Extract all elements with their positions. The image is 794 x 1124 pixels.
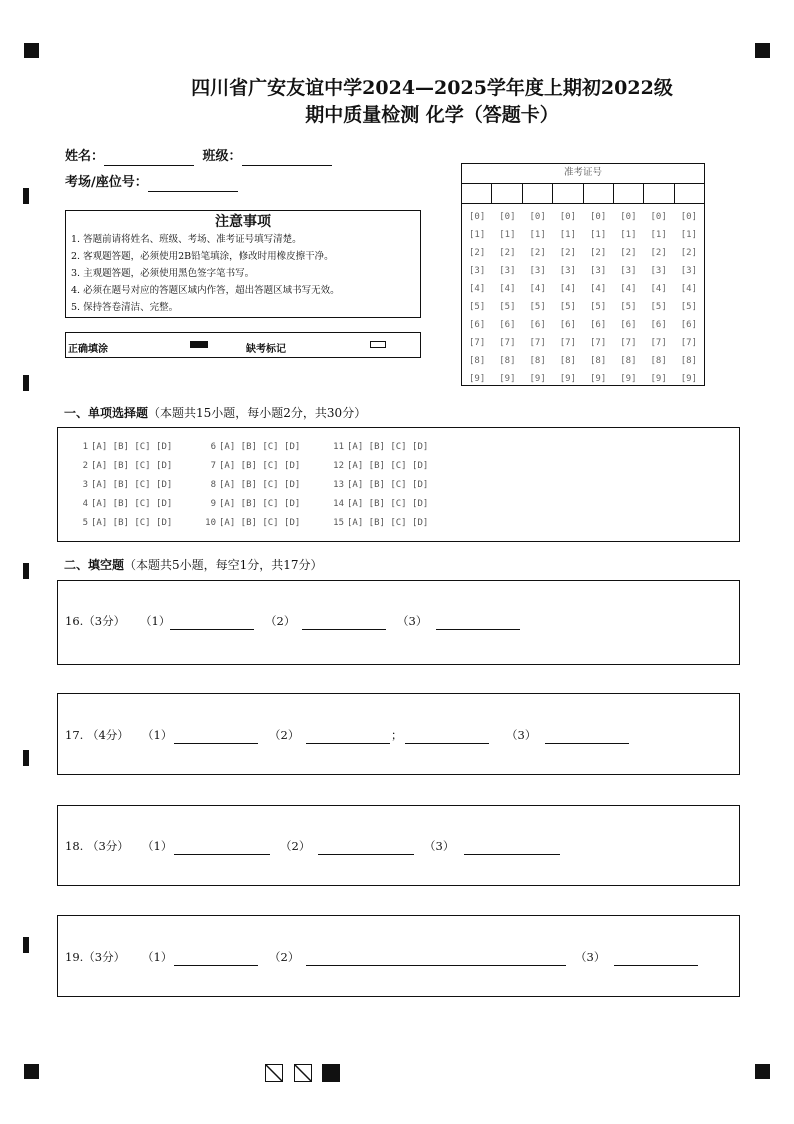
section1-title: 一、单项选择题 (64, 406, 149, 420)
exam-digit-bubble[interactable]: [2] (529, 248, 546, 258)
q19-blank-1[interactable] (174, 964, 258, 966)
exam-digit-input[interactable] (644, 184, 674, 203)
exam-digit-bubble[interactable]: [9] (650, 374, 667, 384)
q19-label: 19.（3分） (65, 950, 126, 964)
exam-number-title: 准考证号 (462, 164, 704, 184)
exam-digit-bubble[interactable]: [4] (559, 284, 576, 294)
mc-row (72, 514, 456, 533)
mc-option-bubbles[interactable]: [A] [B] [C] [D] (347, 518, 429, 528)
mc-question (200, 514, 328, 533)
section1-heading (64, 405, 366, 421)
exam-digit-bubble[interactable]: [4] (499, 284, 516, 294)
q18-blank-1[interactable] (174, 853, 270, 855)
mc-question (72, 495, 200, 514)
mc-option-bubbles[interactable]: [A] [B] [C] [D] (347, 499, 429, 509)
corner-mark-bottom-right (755, 1064, 770, 1079)
exam-digit-bubble[interactable]: [1] (650, 230, 667, 240)
exam-digit-bubble[interactable]: [5] (620, 302, 637, 312)
exam-digit-bubble[interactable]: [3] (529, 266, 546, 276)
exam-digit-column (613, 208, 643, 388)
exam-digit-bubble[interactable]: [2] (680, 248, 697, 258)
fill-legend (65, 332, 421, 358)
mc-option-bubbles[interactable]: [A] [B] [C] [D] (91, 499, 173, 509)
exam-digit-bubble[interactable]: [2] (620, 248, 637, 258)
exam-digit-bubble[interactable]: [3] (620, 266, 637, 276)
exam-digit-bubble[interactable]: [4] (468, 284, 486, 294)
q19-box (57, 915, 740, 997)
q17-part3-label: （3） (506, 728, 537, 742)
mc-question-number: 15 (333, 518, 344, 528)
q17-box (57, 693, 740, 775)
q19-blank-3[interactable] (614, 964, 698, 966)
exam-digit-bubble[interactable]: [6] (499, 320, 516, 330)
side-mark (23, 750, 29, 766)
exam-digit-bubble[interactable]: [1] (529, 230, 546, 240)
exam-digit-bubble[interactable]: [2] (589, 248, 607, 258)
mc-option-bubbles[interactable]: [A] [B] [C] [D] (91, 442, 173, 452)
q17-blank-3[interactable] (545, 742, 629, 744)
mc-question-number: 3 (82, 480, 88, 490)
exam-digit-bubble[interactable]: [1] (468, 230, 486, 240)
exam-digit-bubble[interactable]: [5] (529, 302, 546, 312)
exam-digit-bubble[interactable]: [8] (680, 356, 697, 366)
mc-question-number: 7 (210, 461, 216, 471)
mc-question (72, 476, 200, 495)
mc-question-number: 8 (210, 480, 216, 490)
corner-mark-top-right (755, 43, 770, 58)
exam-digit-bubble[interactable]: [0] (499, 212, 516, 222)
exam-digit-bubble[interactable]: [2] (650, 248, 667, 258)
exam-digit-bubble[interactable]: [0] (559, 212, 576, 222)
exam-digit-column (492, 208, 522, 388)
q19-part1-label: （1） (142, 950, 173, 964)
exam-digit-bubble[interactable]: [6] (468, 320, 486, 330)
exam-digit-bubble[interactable]: [1] (620, 230, 637, 240)
exam-digit-bubble[interactable]: [4] (620, 284, 637, 294)
mc-option-bubbles[interactable]: [A] [B] [C] [D] (91, 461, 173, 471)
mc-row (72, 495, 456, 514)
q17-part1-label: （1） (142, 728, 173, 742)
exam-digit-bubble[interactable]: [7] (529, 338, 546, 348)
q18-part2-label: （2） (280, 839, 311, 853)
exam-digit-bubble[interactable]: [0] (468, 212, 486, 222)
exam-digit-input[interactable] (492, 184, 522, 203)
exam-digit-input[interactable] (553, 184, 583, 203)
mc-question (200, 495, 328, 514)
exam-digit-bubble[interactable]: [6] (559, 320, 576, 330)
q16-box (57, 580, 740, 665)
exam-digit-bubble[interactable]: [6] (589, 320, 607, 330)
notice-item: 5. 保持答卷清洁、完整。 (71, 302, 179, 313)
mc-option-bubbles[interactable]: [A] [B] [C] [D] (219, 442, 301, 452)
q17-label: 17. （4分） (65, 728, 129, 742)
q18-label: 18. （3分） (65, 839, 129, 853)
exam-digit-column (674, 208, 704, 388)
exam-digit-bubble[interactable]: [4] (680, 284, 697, 294)
q18-part1-label: （1） (142, 839, 173, 853)
exam-digit-bubble[interactable]: [3] (468, 266, 486, 276)
page-title: 四川省广安友谊中学2024—2025学年度上期初2022级 (191, 77, 673, 99)
seat-field[interactable] (148, 177, 238, 192)
notice-item: 4. 必须在题号对应的答题区域内作答，超出答题区域书写无效。 (71, 285, 340, 296)
mc-question-number: 9 (210, 499, 216, 509)
mc-question (328, 476, 456, 495)
q18-box (57, 805, 740, 886)
mc-row (72, 457, 456, 476)
exam-digit-bubble[interactable]: [0] (650, 212, 667, 222)
exam-digit-bubble[interactable]: [7] (468, 338, 486, 348)
mc-question (328, 457, 456, 476)
exam-digit-bubble[interactable]: [3] (499, 266, 516, 276)
mc-option-bubbles[interactable]: [A] [B] [C] [D] (347, 442, 429, 452)
exam-digit-column (462, 208, 492, 388)
mc-grid (72, 438, 456, 533)
exam-digit-bubble[interactable]: [7] (589, 338, 607, 348)
exam-digit-bubble[interactable]: [8] (559, 356, 576, 366)
notice-item: 3. 主观题答题，必须使用黑色签字笔书写。 (71, 268, 255, 279)
exam-digit-bubble[interactable]: [1] (559, 230, 576, 240)
mc-question (328, 438, 456, 457)
exam-digit-bubble[interactable]: [0] (680, 212, 697, 222)
exam-digit-bubble[interactable]: [2] (499, 248, 516, 258)
q17-blank-2a[interactable] (306, 742, 390, 744)
exam-digit-bubble[interactable]: [2] (559, 248, 576, 258)
slash-icon (295, 1065, 312, 1082)
exam-digit-bubble[interactable]: [6] (529, 320, 546, 330)
mc-option-bubbles[interactable]: [A] [B] [C] [D] (347, 480, 429, 490)
q16-label: 16.（3分） (65, 614, 126, 628)
mc-option-bubbles[interactable]: [A] [B] [C] [D] (219, 480, 301, 490)
class-field[interactable] (242, 151, 332, 166)
exam-digit-bubble[interactable]: [9] (499, 374, 516, 384)
exam-digit-bubble[interactable]: [6] (650, 320, 667, 330)
q19-part3-label: （3） (575, 950, 606, 964)
exam-digit-bubble[interactable]: [6] (620, 320, 637, 330)
mc-question-number: 10 (205, 518, 216, 528)
exam-digit-bubble[interactable]: [7] (559, 338, 576, 348)
notice-item: 2. 客观题答题，必须使用2B铅笔填涂，修改时用橡皮擦干净。 (71, 251, 334, 262)
exam-digit-bubble[interactable]: [8] (468, 356, 486, 366)
mc-question (328, 495, 456, 514)
exam-digit-bubble[interactable]: [7] (650, 338, 667, 348)
mc-option-bubbles[interactable]: [A] [B] [C] [D] (219, 461, 301, 471)
correct-fill-swatch (190, 341, 208, 348)
q17-blank-2b[interactable] (405, 742, 489, 744)
exam-digit-bubble[interactable]: [5] (589, 302, 607, 312)
exam-number-input-row (462, 184, 704, 204)
q18-blank-3[interactable] (464, 853, 560, 855)
q17-part2-label: （2） (269, 728, 300, 742)
q19-part2-label: （2） (269, 950, 300, 964)
mc-question (200, 476, 328, 495)
exam-digit-bubble[interactable]: [6] (680, 320, 697, 330)
mc-question (328, 514, 456, 533)
exam-digit-bubble[interactable]: [0] (529, 212, 546, 222)
page-marker-crossed (294, 1064, 312, 1082)
exam-digit-bubble[interactable]: [9] (680, 374, 697, 384)
q16-blank-3[interactable] (436, 628, 520, 630)
exam-number-grid (461, 163, 705, 386)
q17-blank-1[interactable] (174, 742, 258, 744)
exam-digit-bubble[interactable]: [7] (499, 338, 516, 348)
q16-blank-1[interactable] (170, 628, 254, 630)
corner-mark-bottom-left (24, 1064, 39, 1079)
q16-part2-label: （2） (265, 614, 296, 628)
mc-question-number: 12 (333, 461, 344, 471)
exam-digit-input[interactable] (462, 184, 492, 203)
exam-digit-input[interactable] (614, 184, 644, 203)
exam-digit-bubble[interactable]: [1] (499, 230, 516, 240)
exam-digit-bubble[interactable]: [5] (499, 302, 516, 312)
absent-mark-label: 缺考标记 (246, 344, 286, 355)
name-class-row (65, 148, 332, 166)
exam-digit-bubble[interactable]: [5] (650, 302, 667, 312)
class-label: 班级： (202, 149, 242, 164)
q18-blank-2[interactable] (318, 853, 414, 855)
exam-digit-input[interactable] (584, 184, 614, 203)
exam-digit-bubble[interactable]: [5] (468, 302, 486, 312)
q17-separator: ； (391, 728, 403, 742)
exam-digit-bubble[interactable]: [9] (559, 374, 576, 384)
q16-blank-2[interactable] (302, 628, 386, 630)
exam-digit-bubble[interactable]: [1] (589, 230, 607, 240)
mc-question (200, 457, 328, 476)
exam-digit-input[interactable] (523, 184, 553, 203)
exam-digit-column (644, 208, 674, 388)
mc-question (72, 438, 200, 457)
exam-bubble-columns (462, 204, 704, 388)
exam-digit-bubble[interactable]: [8] (650, 356, 667, 366)
correct-fill-label: 正确填涂 (68, 344, 108, 355)
exam-digit-column (583, 208, 613, 388)
side-mark (23, 937, 29, 953)
mc-question-number: 11 (333, 442, 344, 452)
slash-icon (266, 1065, 283, 1082)
exam-digit-bubble[interactable]: [3] (559, 266, 576, 276)
exam-digit-column (523, 208, 553, 388)
mc-question-number: 14 (333, 499, 344, 509)
absent-mark-checkbox[interactable] (370, 341, 386, 348)
exam-digit-bubble[interactable]: [8] (499, 356, 516, 366)
mc-question (72, 457, 200, 476)
side-mark (23, 188, 29, 204)
exam-digit-bubble[interactable]: [3] (589, 266, 607, 276)
exam-digit-bubble[interactable]: [3] (650, 266, 667, 276)
mc-answer-box (57, 427, 740, 542)
exam-digit-bubble[interactable]: [9] (589, 374, 607, 384)
exam-digit-bubble[interactable]: [9] (468, 374, 486, 384)
mc-row (72, 438, 456, 457)
mc-question-number: 13 (333, 480, 344, 490)
q16-part1-label: （1） (140, 614, 171, 628)
name-label: 姓名： (65, 149, 105, 164)
mc-question-number: 4 (82, 499, 88, 509)
page-marker-filled (322, 1064, 340, 1082)
notice-item: 1. 答题前请将姓名、班级、考场、准考证号填写清楚。 (71, 234, 302, 245)
exam-digit-bubble[interactable]: [4] (589, 284, 607, 294)
exam-digit-bubble[interactable]: [0] (620, 212, 637, 222)
exam-digit-bubble[interactable]: [8] (589, 356, 607, 366)
mc-question-number: 6 (210, 442, 216, 452)
exam-digit-column (553, 208, 583, 388)
mc-option-bubbles[interactable]: [A] [B] [C] [D] (91, 518, 173, 528)
section2-note: （本题共5小题，每空1分，共17分） (124, 558, 323, 572)
name-field[interactable] (104, 151, 194, 166)
exam-digit-bubble[interactable]: [4] (650, 284, 667, 294)
exam-digit-bubble[interactable]: [3] (680, 266, 697, 276)
exam-digit-bubble[interactable]: [8] (529, 356, 546, 366)
section1-note: （本题共15小题，每小题2分，共30分） (148, 406, 367, 420)
exam-digit-bubble[interactable]: [7] (680, 338, 697, 348)
exam-digit-bubble[interactable]: [0] (589, 212, 607, 222)
notice-box (65, 210, 421, 318)
side-mark (23, 563, 29, 579)
mc-option-bubbles[interactable]: [A] [B] [C] [D] (347, 461, 429, 471)
exam-digit-bubble[interactable]: [4] (529, 284, 546, 294)
q19-blank-2[interactable] (306, 964, 566, 966)
page-marker-crossed (265, 1064, 283, 1082)
exam-digit-input[interactable] (675, 184, 704, 203)
mc-question-number: 5 (82, 518, 88, 528)
mc-question (72, 514, 200, 533)
q18-part3-label: （3） (424, 839, 455, 853)
corner-mark-top-left (24, 43, 39, 58)
mc-question-number: 1 (82, 442, 88, 452)
section2-heading (64, 557, 323, 573)
exam-digit-bubble[interactable]: [1] (680, 230, 697, 240)
exam-digit-bubble[interactable]: [7] (620, 338, 637, 348)
notice-title: 注意事项 (215, 214, 271, 230)
mc-row (72, 476, 456, 495)
exam-digit-bubble[interactable]: [9] (529, 374, 546, 384)
side-mark (23, 375, 29, 391)
section2-title: 二、填空题 (64, 558, 125, 572)
exam-digit-bubble[interactable]: [5] (680, 302, 697, 312)
exam-digit-bubble[interactable]: [9] (620, 374, 637, 384)
mc-option-bubbles[interactable]: [A] [B] [C] [D] (219, 518, 301, 528)
mc-option-bubbles[interactable]: [A] [B] [C] [D] (91, 480, 173, 490)
page-subtitle: 期中质量检测 化学（答题卡） (305, 104, 559, 126)
mc-question-number: 2 (82, 461, 88, 471)
seat-label: 考场/座位号： (65, 175, 148, 190)
exam-digit-bubble[interactable]: [5] (559, 302, 576, 312)
exam-digit-bubble[interactable]: [8] (620, 356, 637, 366)
exam-digit-bubble[interactable]: [2] (468, 248, 486, 258)
seat-row (65, 174, 238, 192)
q16-part3-label: （3） (397, 614, 428, 628)
mc-question (200, 438, 328, 457)
mc-option-bubbles[interactable]: [A] [B] [C] [D] (219, 499, 301, 509)
